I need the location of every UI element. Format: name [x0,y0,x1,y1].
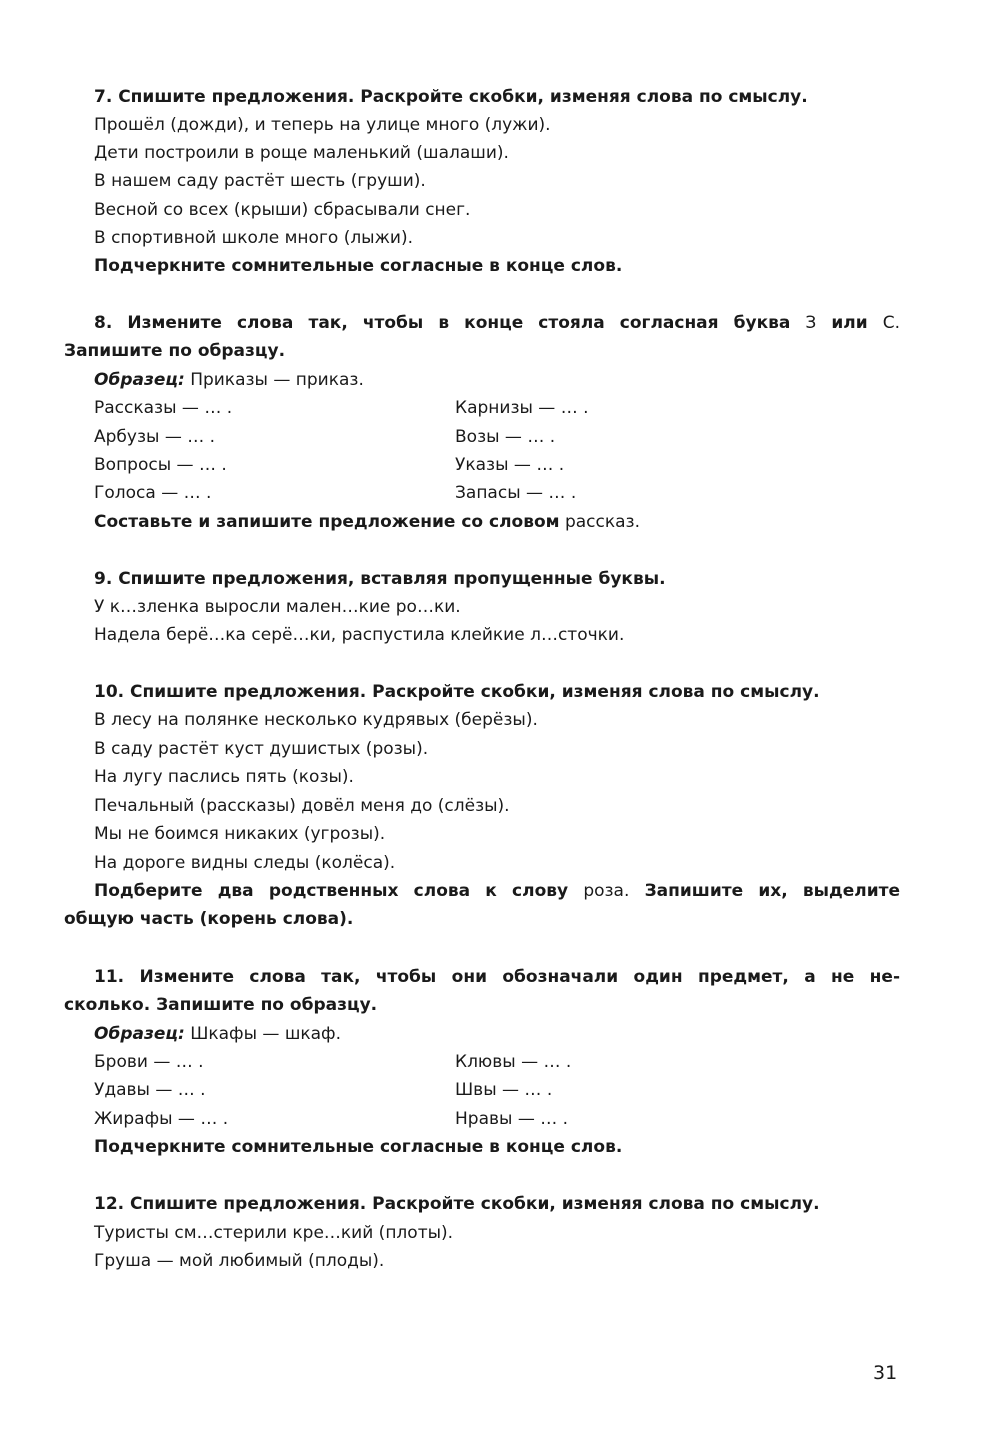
exercise-9-line-2: Надела берё…ка серё…ки, распустила клейкие л…сточки. [94,625,625,645]
exercise-9-line-1: У к…зленка выросли мален…кие ро…ки. [94,597,461,617]
exercise-8-title-line-1 [94,311,900,335]
exercise-10-line-1: В лесу на полянке несколько кудрявых (берёзы). [94,710,538,730]
exercise-8-left-1: Рассказы — … . [94,398,233,418]
exercise-11-title-line-1: 11. Измените слова так, чтобы они обозначали один предмет, а не не- [94,967,900,987]
exercise-8-letter-s: С. [882,313,901,333]
exercise-8-left-4: Голоса — … . [94,483,212,503]
exercise-10-line-6: На дороге видны следы (колёса). [94,853,396,873]
exercise-10-task-word: роза. [583,881,630,901]
exercise-11-right-1: Клювы — … . [455,1052,572,1072]
exercise-10-task-line-2: общую часть (корень слова). [64,909,354,929]
exercise-8-title-part-1: 8. Измените слова так, чтобы в конце стояла согласная буква [94,313,791,333]
exercise-11-title-line-2: сколько. Запишите по образцу. [64,995,378,1015]
exercise-7-line-2: Дети построили в роще маленький (шалаши). [94,143,509,163]
exercise-8-task [94,510,640,534]
exercise-7-line-1: Прошёл (дожди), и теперь на улице много (лужи). [94,115,551,135]
exercise-8-sample-text: Приказы — приказ. [190,370,364,390]
exercise-7-title: 7. Спишите предложения. Раскройте скобки, изменяя слова по смыслу. [94,87,808,107]
exercise-8-or-word: или [831,313,868,333]
exercise-10-line-5: Мы не боимся никаких (угрозы). [94,824,386,844]
exercise-12-title: 12. Спишите предложения. Раскройте скобки, изменяя слова по смыслу. [94,1194,820,1214]
exercise-11-left-3: Жирафы — … . [94,1109,229,1129]
exercise-8-left-2: Арбузы — … . [94,427,216,447]
exercise-7-line-5: В спортивной школе много (лыжи). [94,228,414,248]
exercise-8-right-4: Запасы — … . [455,483,577,503]
exercise-8-left-3: Вопросы — … . [94,455,227,475]
exercise-7-line-3: В нашем саду растёт шесть (груши). [94,171,426,191]
exercise-8-task-text: Составьте и запишите предложение со словом [94,512,560,532]
exercise-11-left-2: Удавы — … . [94,1080,206,1100]
exercise-8-sample [94,368,364,392]
exercise-10-task-line-1 [94,879,900,903]
exercise-10-line-2: В саду растёт куст душистых (розы). [94,739,429,759]
exercise-11-sample-text: Шкафы — шкаф. [190,1024,341,1044]
exercise-8-right-3: Указы — … . [455,455,565,475]
exercise-11-sample [94,1022,341,1046]
exercise-8-right-2: Возы — … . [455,427,556,447]
page-number: 31 [873,1362,898,1384]
exercise-10-line-3: На лугу паслись пять (козы). [94,767,354,787]
exercise-11-right-3: Нравы — … . [455,1109,569,1129]
exercise-7-task: Подчеркните сомнительные согласные в конце слов. [94,256,623,276]
exercise-12-line-1: Туристы см…стерили кре…кий (плоты). [94,1223,454,1243]
exercise-11-right-2: Швы — … . [455,1080,553,1100]
exercise-10-task-part-1: Подберите два родственных слова к слову [94,881,569,901]
exercise-12-line-2: Груша — мой любимый (плоды). [94,1251,385,1271]
exercise-8-task-word: рассказ. [564,512,640,532]
exercise-11-left-1: Брови — … . [94,1052,204,1072]
exercise-8-sample-label: Образец: [94,370,185,390]
exercise-11-task: Подчеркните сомнительные согласные в конце слов. [94,1137,623,1157]
exercise-10-line-4: Печальный (рассказы) довёл меня до (слёзы). [94,796,510,816]
exercise-10-task-part-2: Запишите их, выделите [644,881,900,901]
exercise-8-right-1: Карнизы — … . [455,398,589,418]
exercise-8-title-line-2: Запишите по образцу. [64,341,286,361]
exercise-8-letter-z: З [805,313,817,333]
exercise-10-title: 10. Спишите предложения. Раскройте скобки, изменяя слова по смыслу. [94,682,820,702]
exercise-9-title: 9. Спишите предложения, вставляя пропущенные буквы. [94,569,666,589]
exercise-7-line-4: Весной со всех (крыши) сбрасывали снег. [94,200,471,220]
exercise-11-sample-label: Образец: [94,1024,185,1044]
